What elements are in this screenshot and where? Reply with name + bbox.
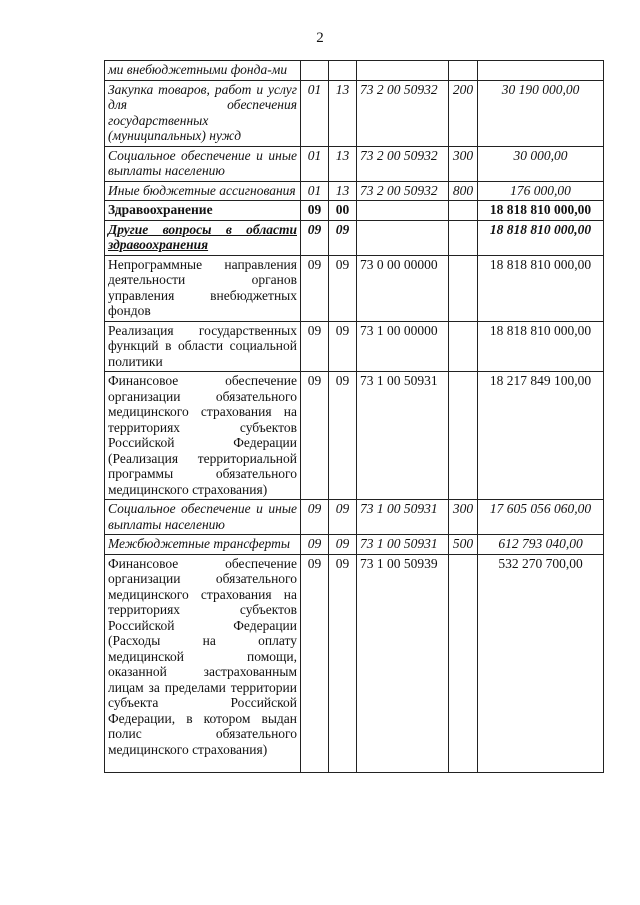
row-amount: 18 818 810 000,00 [478,220,604,255]
row-section: 09 [301,321,329,372]
row-expense-type [449,554,478,772]
row-subsection: 00 [329,201,357,221]
row-section: 09 [301,535,329,555]
row-amount: 176 000,00 [478,181,604,201]
row-expense-type: 200 [449,80,478,146]
row-name: Здравоохранение [105,201,301,221]
row-name: Закупка товаров, работ и услуг для обеспечения государственных (муниципальных) нужд [105,80,301,146]
row-section: 09 [301,201,329,221]
row-name: Финансовое обеспечение организации обязательного медицинского страхования на территориях субъектов Российской Федерации (Расходы на оплату медицинской помощи, оказанной застрахованным лицам за пределами территории субъекта Российской Федерации, в котором выдан полис обязательного медицинского страхования) [105,554,301,772]
row-expense-type [449,321,478,372]
row-section [301,61,329,81]
row-expense-type: 800 [449,181,478,201]
row-target-article: 73 2 00 50932 [357,146,449,181]
row-subsection: 13 [329,146,357,181]
row-target-article: 73 1 00 50939 [357,554,449,772]
row-expense-type: 300 [449,146,478,181]
row-name: Социальное обеспечение и иные выплаты населению [105,500,301,535]
row-section: 01 [301,146,329,181]
table-row [105,146,604,181]
row-expense-type [449,61,478,81]
row-section: 09 [301,372,329,500]
row-target-article [357,61,449,81]
table-row [105,181,604,201]
table-row [105,554,604,772]
table-row [105,80,604,146]
row-target-article: 73 2 00 50932 [357,80,449,146]
row-amount: 612 793 040,00 [478,535,604,555]
budget-table [104,60,604,773]
row-expense-type [449,372,478,500]
row-amount: 532 270 700,00 [478,554,604,772]
row-target-article: 73 1 00 50931 [357,372,449,500]
row-section: 09 [301,220,329,255]
table-row [105,201,604,221]
row-section: 09 [301,554,329,772]
row-section: 01 [301,80,329,146]
row-subsection: 09 [329,220,357,255]
row-target-article: 73 0 00 00000 [357,255,449,321]
row-section: 09 [301,500,329,535]
row-subsection: 13 [329,80,357,146]
row-target-article [357,201,449,221]
row-expense-type [449,201,478,221]
row-name: ми внебюджетными фонда-ми [105,61,301,81]
row-expense-type: 500 [449,535,478,555]
table-row [105,61,604,81]
page-number: 2 [316,30,324,46]
row-amount: 18 818 810 000,00 [478,201,604,221]
row-expense-type [449,255,478,321]
table-row [105,321,604,372]
row-subsection [329,61,357,81]
row-target-article: 73 1 00 50931 [357,535,449,555]
row-subsection: 09 [329,255,357,321]
row-amount: 30 190 000,00 [478,80,604,146]
row-target-article: 73 1 00 50931 [357,500,449,535]
row-amount: 18 818 810 000,00 [478,255,604,321]
row-section: 09 [301,255,329,321]
row-section: 01 [301,181,329,201]
table-row [105,255,604,321]
row-name: Социальное обеспечение и иные выплаты населению [105,146,301,181]
row-subsection: 09 [329,500,357,535]
row-amount: 30 000,00 [478,146,604,181]
row-subsection: 13 [329,181,357,201]
row-name: Другие вопросы в области здравоохранения [105,220,301,255]
row-subsection: 09 [329,535,357,555]
row-amount: 17 605 056 060,00 [478,500,604,535]
row-expense-type: 300 [449,500,478,535]
row-subsection: 09 [329,372,357,500]
table-row [105,372,604,500]
row-target-article: 73 2 00 50932 [357,181,449,201]
row-subsection: 09 [329,554,357,772]
table-row [105,535,604,555]
table-row [105,500,604,535]
row-target-article [357,220,449,255]
row-name: Финансовое обеспечение организации обязательного медицинского страхования на территориях субъектов Российской Федерации (Реализация территориальной программы обязательного медицинского страхования) [105,372,301,500]
row-amount: 18 217 849 100,00 [478,372,604,500]
table-row [105,220,604,255]
row-name: Межбюджетные трансферты [105,535,301,555]
row-name: Непрограммные направления деятельности органов управления внебюджетных фондов [105,255,301,321]
row-subsection: 09 [329,321,357,372]
row-expense-type [449,220,478,255]
row-amount: 18 818 810 000,00 [478,321,604,372]
row-name: Реализация государственных функций в области социальной политики [105,321,301,372]
row-target-article: 73 1 00 00000 [357,321,449,372]
row-amount [478,61,604,81]
row-name: Иные бюджетные ассигнования [105,181,301,201]
